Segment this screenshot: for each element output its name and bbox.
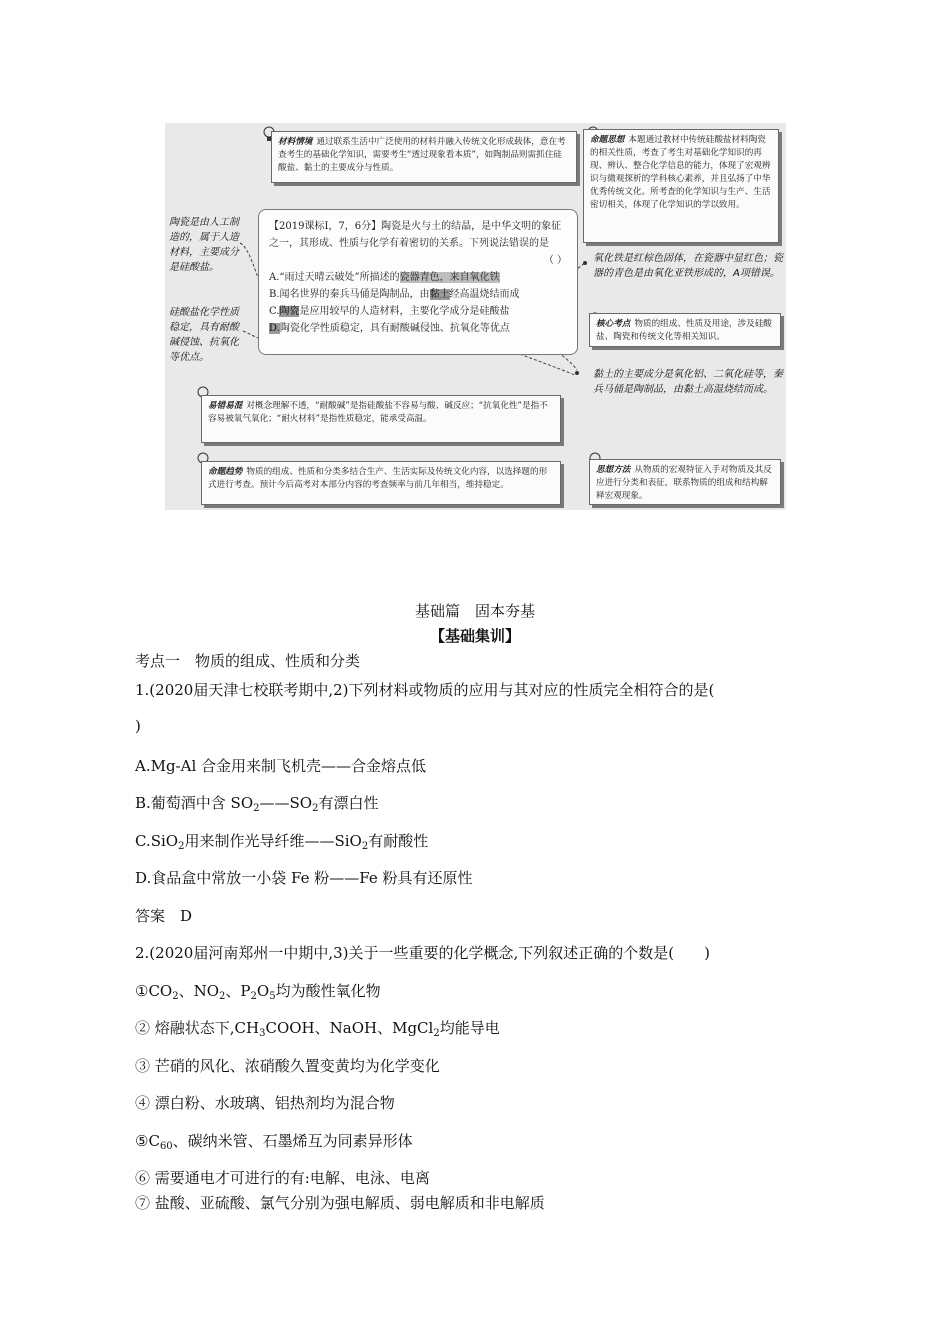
q2-item-3: ③ 芒硝的风化、浓硝酸久置变黄均为化学变化 xyxy=(135,1057,440,1075)
q1-stem-end: ) xyxy=(135,717,141,735)
q2-item-2 xyxy=(135,1017,500,1038)
subscript: 2 xyxy=(178,841,185,852)
q2-item-7: ⑦ 盐酸、亚硫酸、氯气分别为强电解质、弱电解质和非电解质 xyxy=(135,1194,545,1212)
subscript: 2 xyxy=(312,803,319,814)
option-c-text: 是应用较早的人造材料，主要化学成分是硅酸盐 xyxy=(299,306,510,317)
q2-item-1-part: 、P xyxy=(225,982,251,1000)
q2-item-4: ④ 漂白粉、水玻璃、铝热剂均为混合物 xyxy=(135,1094,395,1112)
option-d xyxy=(269,320,567,337)
q2-item-6: ⑥ 需要通电才可进行的有:电解、电泳、电离 xyxy=(135,1169,430,1187)
option-c-label: C. xyxy=(269,306,280,317)
q2-item-5-part: 、碳纳米管、石墨烯互为同素异形体 xyxy=(172,1132,413,1150)
handnote-iron-oxide: 氧化铁是红棕色固体，在瓷器中显红色；瓷器的青色是由氧化亚铁形成的，A项错误。 xyxy=(593,253,783,279)
design-idea-tag: 命题思想 xyxy=(590,135,625,145)
q2-item-1-part: O xyxy=(256,982,270,1000)
option-a xyxy=(269,269,567,286)
subscript: 2 xyxy=(361,841,369,852)
q1-option-b-part1: B.葡萄酒中含 SO xyxy=(135,794,254,812)
q1-option-b xyxy=(135,792,378,813)
option-a-text: A.“雨过天晴云破处”所描述的 xyxy=(269,272,400,283)
subscript: 2 xyxy=(219,991,226,1002)
q2-item-1 xyxy=(135,980,381,1001)
option-b-text-end: 经高温烧结而成 xyxy=(449,289,520,300)
trend-box xyxy=(201,461,561,505)
core-topic-tag: 核心考点 xyxy=(596,319,631,329)
q2-item-1-part: 均为酸性氧化物 xyxy=(275,982,381,1000)
core-topic-text: 物质的组成、性质及用途，涉及硅酸盐、陶瓷和传统文化等相关知识。 xyxy=(596,319,772,342)
q1-option-c-part2: 用来制作光导纤维——SiO xyxy=(184,832,362,850)
design-idea-box xyxy=(583,129,779,243)
topic-heading: 考点一 物质的组成、性质和分类 xyxy=(135,652,361,670)
design-idea-text: 本题通过教材中传统硅酸盐材料陶瓷的相关性质，考查了考生对基础化学知识的再现、辨认、整合化学信息的能力，体现了宏观辨识与微观探析的学科核心素养，并且弘扬了中华优秀传统文化。所考查的化学知识与生产、生活密切相关，体现了化学知识的学以致用。 xyxy=(590,135,771,210)
annotated-question-figure xyxy=(165,123,786,510)
trend-text: 物质的组成、性质和分类多结合生产、生活实际及传统文化内容，以选择题的形式进行考查。预计今后高考对本部分内容的考查频率与前几年相当，维持稳定。 xyxy=(208,467,548,490)
q1-option-c-part3: 有耐酸性 xyxy=(368,832,429,850)
method-tag: 思想方法 xyxy=(596,465,631,475)
subscript: 5 xyxy=(269,991,276,1002)
question-head: 【2019课标Ⅰ，7，6分】陶瓷是火与土的结晶，是中华文明的象征之一，其形成、性质与化学有着密切的关系。下列说法错误的是 xyxy=(269,221,562,249)
q1-option-c xyxy=(135,830,428,851)
material-context-tag: 材料情境 xyxy=(278,137,313,147)
core-topic-box xyxy=(589,313,781,347)
q2-item-2-part: ② 熔融状态下,CH xyxy=(135,1019,260,1037)
subscript: 3 xyxy=(259,1028,266,1039)
q1-option-d: D.食品盒中常放一小袋 Fe 粉——Fe 粉具有还原性 xyxy=(135,869,473,887)
q1-stem: 1.(2020届天津七校联考期中,2)下列材料或物质的应用与其对应的性质完全相符合的是( xyxy=(135,681,715,699)
option-c xyxy=(269,303,567,320)
handnote-silicate-stable: 硅酸盐化学性质稳定，具有耐酸碱侵蚀、抗氧化等优点。 xyxy=(169,307,239,363)
q2-item-1-part: 、NO xyxy=(178,982,220,1000)
subscript: 2 xyxy=(172,991,179,1002)
method-text: 从物质的宏观特征入手对物质及其反应进行分类和表征，联系物质的组成和结构解释宏观现象。 xyxy=(596,465,772,501)
subscript: 2 xyxy=(253,803,260,814)
material-context-text: 通过联系生活中广泛使用的材料并融入传统文化形成载体，意在考查考生的基础化学知识，需要考生“透过现象看本质”，如陶制品则需抓住硅酸盐、黏土的主要成分与性质。 xyxy=(278,137,566,173)
error-prone-box xyxy=(201,395,561,443)
option-b xyxy=(269,286,567,303)
section-title: 基础篇 固本夯基 xyxy=(414,602,535,620)
error-prone-text: 对概念理解不透，“耐酸碱”是指硅酸盐不容易与酸、碱反应；“抗氧化性”是指不容易被氧气氧化；“耐火材料”是指性质稳定，能承受高温。 xyxy=(208,401,548,424)
q2-item-5 xyxy=(135,1130,413,1151)
subscript: 60 xyxy=(159,1141,173,1152)
subscript: 2 xyxy=(250,991,257,1002)
method-box xyxy=(589,459,781,505)
trend-tag: 命题趋势 xyxy=(208,467,243,477)
option-a-highlight: 瓷器青色，来自氧化铁 xyxy=(399,272,500,283)
q2-item-1-part: ①CO xyxy=(135,982,173,1000)
q2-item-5-part: ⑤C xyxy=(135,1132,160,1150)
q1-option-a: A.Mg-Al 合金用来制飞机壳——合金熔点低 xyxy=(135,757,427,775)
q2-item-2-part: 均能导电 xyxy=(439,1019,500,1037)
question-stem xyxy=(269,218,567,252)
option-b-highlight: 黏土 xyxy=(429,289,450,300)
option-d-label: D. xyxy=(269,323,280,334)
q1-option-b-part2: ——SO xyxy=(259,794,313,812)
q1-answer: 答案 D xyxy=(135,907,193,925)
material-context-box xyxy=(271,131,577,183)
section-subtitle: 【基础集训】 xyxy=(429,627,520,645)
handnote-ceramic-artificial: 陶瓷是由人工制造的，属于人造材料，主要成分是硅酸盐。 xyxy=(169,217,239,273)
q1-option-b-part3: 有漂白性 xyxy=(318,794,379,812)
question-paren: （ ） xyxy=(543,255,567,266)
q2-item-2-part: COOH、NaOH、MgCl xyxy=(265,1019,434,1037)
question-box xyxy=(258,209,578,355)
option-d-text: 陶瓷化学性质稳定，具有耐酸碱侵蚀、抗氧化等优点 xyxy=(279,323,510,334)
error-prone-tag: 易错易混 xyxy=(208,401,243,411)
option-c-highlight: 陶瓷 xyxy=(279,306,300,317)
option-b-text: B.闻名世界的秦兵马俑是陶制品，由 xyxy=(269,289,430,300)
q1-option-c-part1: C.SiO xyxy=(135,832,179,850)
q2-stem: 2.(2020届河南郑州一中期中,3)关于一些重要的化学概念,下列叙述正确的个数是( ) xyxy=(135,944,710,962)
subscript: 2 xyxy=(433,1028,440,1039)
handnote-clay: 黏土的主要成分是氧化铝、二氧化硅等，秦兵马俑是陶制品，由黏土高温烧结而成。 xyxy=(593,369,783,395)
